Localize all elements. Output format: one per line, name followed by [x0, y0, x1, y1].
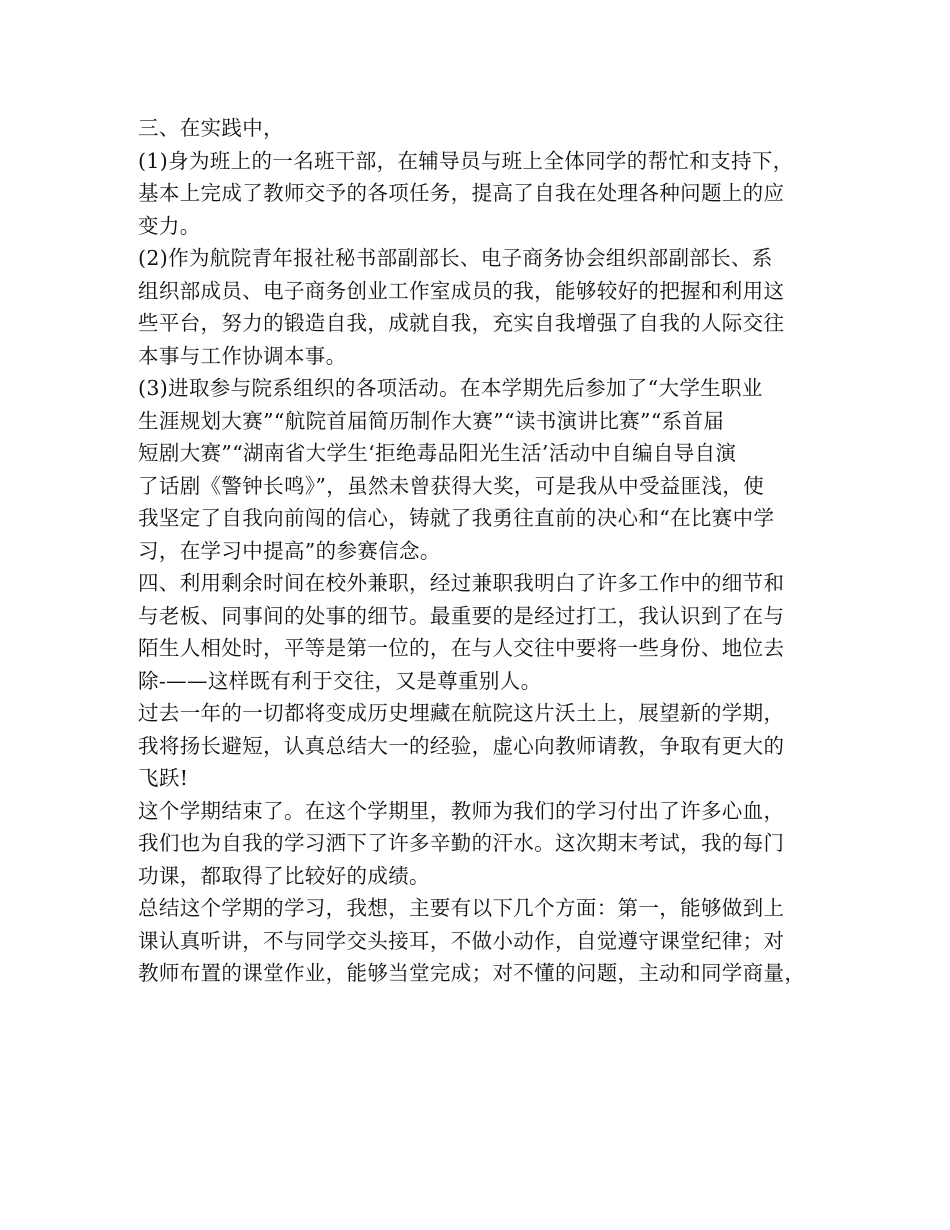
text-line: 过去一年的一切都将变成历史埋藏在航院这片沃土上，展望新的学期， [138, 701, 785, 725]
text-line: 陌生人相处时，平等是第一位的，在与人交往中要将一些身份、地位去 [138, 636, 785, 660]
text-line: 了话剧《警钟长鸣》”，虽然未曾获得大奖，可是我从中受益匪浅，使 [138, 473, 765, 498]
text-line: 除-——这样既有利于交往，又是尊重别人。 [138, 668, 542, 693]
text-line: 组织部成员、电子商务创业工作室成员的我，能够较好的把握和利用这 [138, 278, 785, 303]
document-body [138, 112, 828, 990]
text-line: (1)身为班上的一名班干部，在辅导员与班上全体同学的帮忙和支持下， [138, 148, 794, 173]
text-line: 基本上完成了教师交予的各项任务，提高了自我在处理各种问题上的应 [138, 181, 785, 205]
text-line: 教师布置的课堂作业，能够当堂完成；对不懂的问题，主动和同学商量， [138, 961, 806, 985]
text-line: 四、利用剩余时间在校外兼职，经过兼职我明白了许多工作中的细节和 [138, 571, 785, 595]
text-line: 习，在学习中提高”的参赛信念。 [138, 538, 441, 563]
text-line: 变力。 [138, 213, 201, 238]
text-line: (2)作为航院青年报社秘书部副部长、电子商务协会组织部副部长、系 [138, 246, 773, 270]
text-line: 短剧大赛”“湖南省大学生‘拒绝毒品阳光生活’活动中自编自导自演 [138, 441, 737, 465]
text-line: 生涯规划大赛”“航院首届简历制作大赛”“读书演讲比赛”“系首届 [138, 408, 725, 433]
text-line: 我坚定了自我向前闯的信心，铸就了我勇往直前的决心和“在比赛中学 [138, 506, 775, 530]
text-line: 功课，都取得了比较好的成绩。 [138, 863, 430, 888]
text-line: 与老板、同事间的处事的细节。最重要的是经过打工，我认识到了在与 [138, 603, 785, 628]
text-line: 这个学期结束了。在这个学期里，教师为我们的学习付出了许多心血， [138, 798, 785, 823]
text-line: 三、在实践中， [138, 116, 284, 140]
text-line: 总结这个学期的学习，我想，主要有以下几个方面：第一，能够做到上 [138, 896, 785, 920]
text-line: (3)进取参与院系组织的各项活动。在本学期先后参加了“大学生职业 [138, 376, 763, 400]
text-line: 飞跃! [138, 766, 189, 790]
text-line: 我将扬长避短，认真总结大一的经验，虚心向教师请教，争取有更大的 [138, 733, 785, 758]
text-line: 课认真听讲，不与同学交头接耳，不做小动作，自觉遵守课堂纪律；对 [138, 928, 785, 953]
text-line: 我们也为自我的学习洒下了许多辛勤的汗水。这次期末考试，我的每门 [138, 831, 785, 855]
text-line: 本事与工作协调本事。 [138, 343, 347, 368]
text-line: 些平台，努力的锻造自我，成就自我，充实自我增强了自我的人际交往 [138, 311, 785, 335]
